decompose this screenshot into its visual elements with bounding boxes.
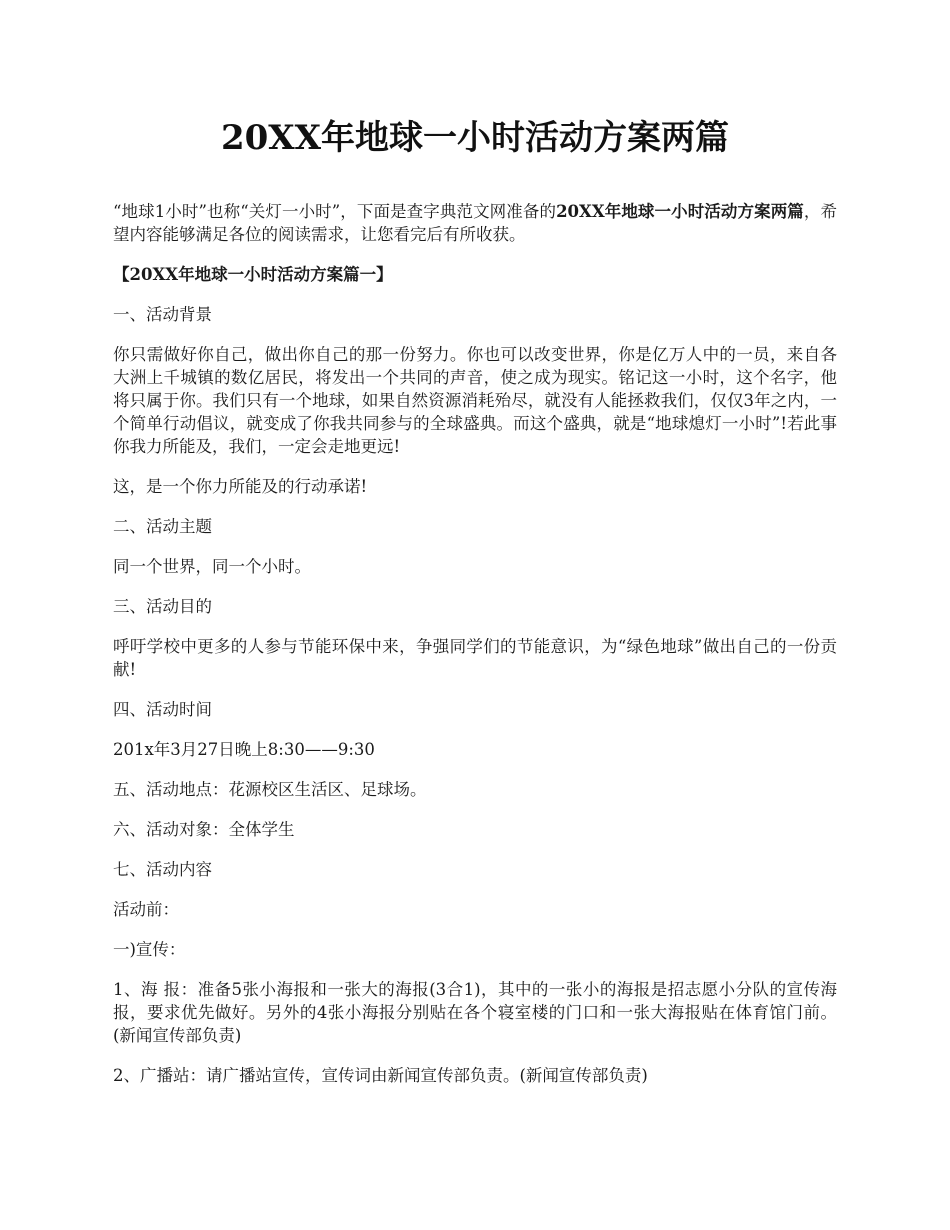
- paragraph-commitment: 这，是一个你力所能及的行动承诺!: [113, 477, 368, 496]
- intro-text-before: “地球1小时”也称“关灯一小时”，下面是查字典范文网准备的: [113, 202, 557, 221]
- paragraph-audience: 六、活动对象：全体学生: [113, 820, 295, 839]
- paragraph-theme: 同一个世界，同一个小时。: [113, 557, 311, 576]
- section-heading: 【20XX年地球一小时活动方案篇一】: [113, 265, 393, 284]
- intro-paragraph: [113, 200, 837, 246]
- paragraph-promotion: 一)宣传：: [113, 940, 186, 959]
- paragraph-purpose: 呼吁学校中更多的人参与节能环保中来，争强同学们的节能意识，为“绿色地球”做出自己的一份贡献!: [113, 637, 837, 679]
- paragraph-posters: 1、海 报：准备5张小海报和一张大的海报(3合1)，其中的一张小的海报是招志愿小分队的宣传海报，要求优先做好。另外的4张小海报分别贴在各个寝室楼的门口和一张大海报贴在体育馆门前。(新闻宣传部负责): [113, 980, 837, 1045]
- heading-time: 四、活动时间: [113, 700, 212, 719]
- paragraph-background: 你只需做好你自己，做出你自己的那一份努力。你也可以改变世界，你是亿万人中的一员，来自各大洲上千城镇的数亿居民，将发出一个共同的声音，使之成为现实。铭记这一小时，这个名字，他将只属于你。我们只有一个地球，如果自然资源消耗殆尽，就没有人能拯救我们，仅仅3年之内，一个简单行动倡议，就变成了你我共同参与的全球盛典。而这个盛典，就是“地球熄灯一小时”!若此事你我力所能及，我们，一定会走地更远!: [113, 345, 837, 456]
- heading-background: 一、活动背景: [113, 305, 212, 324]
- paragraph-location: 五、活动地点：花源校区生活区、足球场。: [113, 780, 427, 799]
- heading-theme: 二、活动主题: [113, 517, 212, 536]
- intro-text-bold: 20XX年地球一小时活动方案两篇: [556, 202, 804, 221]
- document-title: 20XX年地球一小时活动方案两篇: [220, 118, 730, 158]
- heading-purpose: 三、活动目的: [113, 597, 212, 616]
- heading-content: 七、活动内容: [113, 860, 212, 879]
- paragraph-before-activity: 活动前：: [113, 900, 179, 919]
- paragraph-broadcast: 2、广播站：请广播站宣传，宣传词由新闻宣传部负责。(新闻宣传部负责): [113, 1066, 648, 1085]
- document-page: [113, 112, 837, 1104]
- paragraph-time: 201x年3月27日晚上8:30——9:30: [113, 740, 375, 759]
- intro-text-after: ，希望内容能够满足各位的阅读需求，让您看完后有所收获。: [113, 202, 837, 244]
